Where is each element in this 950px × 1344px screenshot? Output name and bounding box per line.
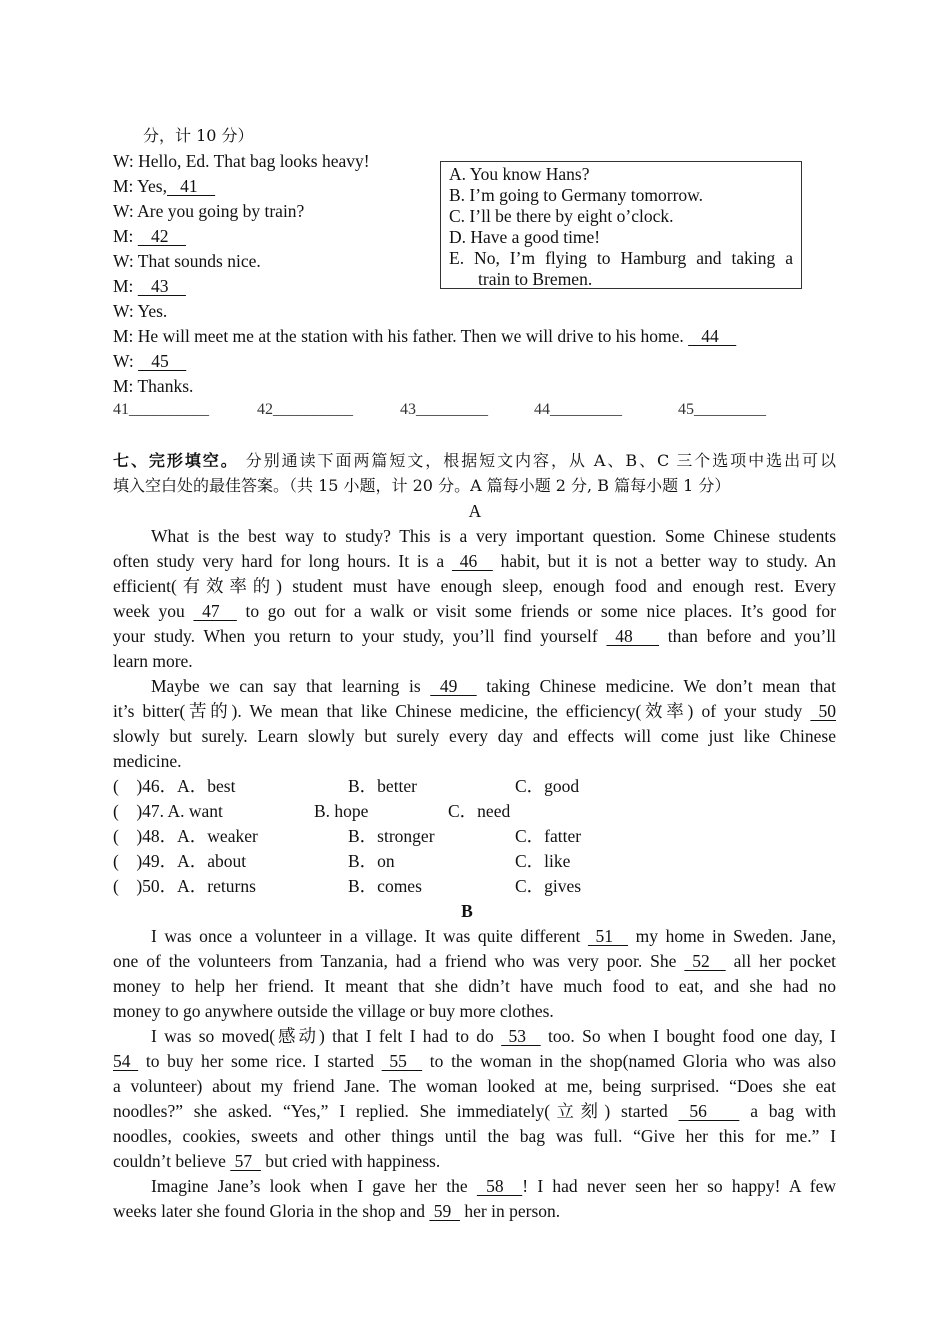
blank-49[interactable]: 49 — [430, 676, 477, 696]
option-50-c: C．gives — [515, 876, 582, 896]
blank-43[interactable]: 43 — [137, 276, 186, 296]
answer-blank-45[interactable]: 45_________ — [678, 401, 766, 418]
question-49[interactable]: ( )49．A．about — [113, 851, 247, 871]
option-47-c: C．need — [448, 801, 511, 821]
option-46-c: C．good — [515, 776, 580, 796]
option-48-c: C．fatter — [515, 826, 582, 846]
blank-54[interactable]: 54 — [113, 1051, 139, 1071]
section-7-instruction-line2: 填入空白处的最佳答案。（共 15 小题，计 20 分。A 篇每小题 2 分, B 篇每小题 1 分） — [113, 476, 731, 495]
question-48[interactable]: ( )48．A．weaker — [113, 826, 258, 846]
option-b: B. I’m going to Germany tomorrow. — [449, 185, 704, 205]
blank-56[interactable]: 56 — [678, 1101, 740, 1121]
question-47[interactable]: ( )47. A. want — [113, 801, 223, 821]
dialogue-line: M: He will meet me at the station with his father. Then we will drive to his home. 44 — [113, 326, 737, 346]
option-49-b: B．on — [348, 851, 395, 871]
question-46[interactable]: ( )46．A．best — [113, 776, 236, 796]
dialogue-line: W: Yes. — [113, 301, 168, 321]
section-6-instruction-tail: 分，计 10 分） — [143, 126, 254, 145]
question-50[interactable]: ( )50．A．returns — [113, 876, 256, 896]
blank-45[interactable]: 45 — [138, 351, 187, 371]
blank-44[interactable]: 44 — [688, 326, 737, 346]
option-49-c: C．like — [515, 851, 571, 871]
option-e-continued: train to Bremen. — [478, 269, 593, 289]
blank-55[interactable]: 55 — [381, 1051, 423, 1071]
blank-48[interactable]: 48 — [606, 626, 660, 646]
options-box — [440, 161, 802, 289]
option-d: D. Have a good time! — [449, 227, 601, 247]
answer-blank-41[interactable]: 41__________ — [113, 401, 209, 418]
dialogue-line: W: Hello, Ed. That bag looks heavy! — [113, 151, 370, 171]
blank-57[interactable]: 57 — [230, 1151, 261, 1171]
blank-50[interactable]: 50 — [810, 701, 836, 721]
answer-blank-44[interactable]: 44_________ — [534, 401, 622, 418]
passage-a-label: A — [468, 501, 482, 521]
answer-blank-43[interactable]: 43_________ — [400, 401, 488, 418]
blank-47[interactable]: 47 — [193, 601, 237, 621]
section-7-instruction: 七、完形填空。 分别通读下面两篇短文，根据短文内容，从 A、B、C 三个选项中选出可以 — [113, 451, 836, 470]
option-c: C. I’ll be there by eight o’clock. — [449, 206, 674, 226]
option-48-b: B．stronger — [348, 826, 435, 846]
section-7-title: 七、完形填空。 — [113, 451, 239, 470]
option-a: A. You know Hans? — [449, 164, 590, 184]
passage-b-label: B — [461, 901, 473, 921]
answer-blank-42[interactable]: 42__________ — [257, 401, 353, 418]
option-e: E. No, I’m flying to Hamburg and taking a — [449, 248, 793, 268]
blank-59[interactable]: 59 — [429, 1201, 461, 1221]
dialogue-line: W: 45 — [113, 351, 187, 371]
blank-42[interactable]: 42 — [137, 226, 186, 246]
dialogue-line: W: Are you going by train? — [113, 201, 305, 221]
blank-51[interactable]: 51 — [587, 926, 629, 946]
dialogue-line: M: 42 — [113, 226, 186, 246]
blank-53[interactable]: 53 — [501, 1026, 541, 1046]
option-47-b: B. hope — [314, 801, 369, 821]
blank-41[interactable]: 41 — [167, 176, 216, 196]
blank-46[interactable]: 46 — [451, 551, 493, 571]
dialogue-line: W: That sounds nice. — [113, 251, 261, 271]
dialogue-line: M: Yes, 41 — [113, 176, 216, 196]
option-46-b: B．better — [348, 776, 418, 796]
dialogue-line: M: 43 — [113, 276, 186, 296]
option-50-b: B．comes — [348, 876, 422, 896]
dialogue-line: M: Thanks. — [113, 376, 194, 396]
blank-58[interactable]: 58 — [476, 1176, 523, 1196]
blank-52[interactable]: 52 — [684, 951, 726, 971]
